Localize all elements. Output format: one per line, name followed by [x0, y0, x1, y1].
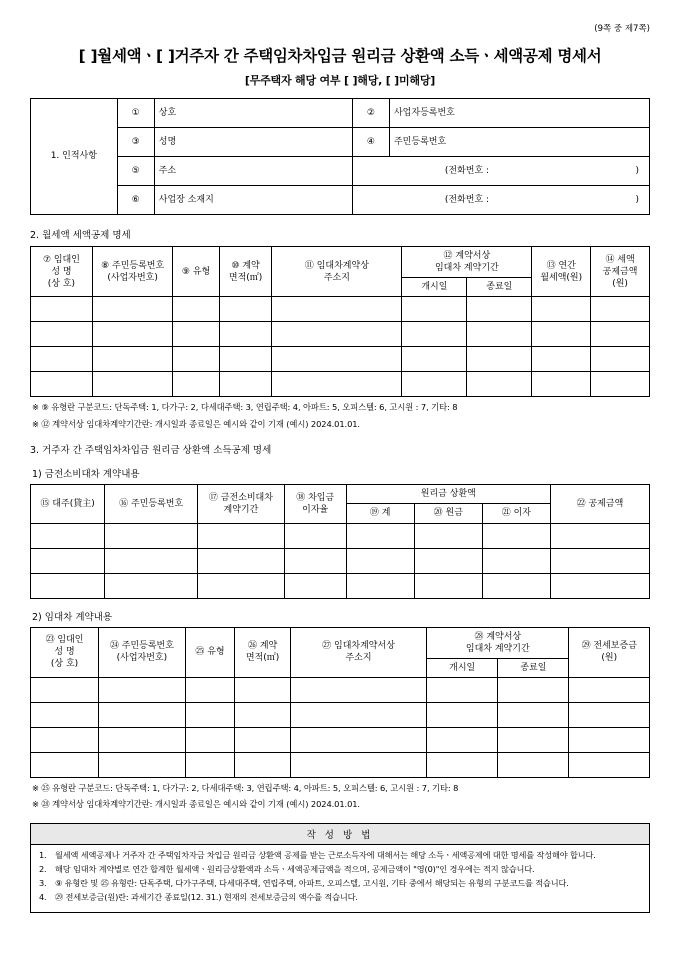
table-cell[interactable]	[284, 523, 346, 548]
section1-table	[30, 98, 650, 215]
field-num-6: ⑥	[117, 186, 154, 215]
table-cell[interactable]	[219, 322, 272, 347]
table-cell[interactable]	[346, 523, 414, 548]
header-contract-area: ⑩ 계약 면적(㎡)	[219, 247, 272, 297]
header-housing-type: ⑨ 유형	[173, 247, 219, 297]
table-cell[interactable]	[219, 347, 272, 372]
howto-item-number: 3.	[39, 877, 47, 888]
table-cell[interactable]	[402, 322, 467, 347]
header-lender-resident-no: ⑯ 주민등록번호	[105, 485, 198, 523]
table-cell[interactable]	[290, 678, 426, 703]
section3-sub1-body	[31, 523, 650, 598]
table-cell[interactable]	[550, 573, 649, 598]
page-indicator: (9쪽 중 제7쪽)	[594, 24, 650, 34]
table-cell[interactable]	[427, 678, 498, 703]
table-cell[interactable]	[591, 322, 650, 347]
header-contract-address-2: ㉗ 임대차계약서상 주소지	[290, 627, 426, 677]
table-cell[interactable]	[414, 548, 482, 573]
howto-title: 작 성 방 법	[31, 824, 649, 845]
header-lessor-name-2: ㉓ 임대인 성 명 (상 호)	[31, 627, 99, 677]
header-housing-type-2: ㉕ 유형	[185, 627, 235, 677]
table-row[interactable]	[31, 548, 650, 573]
table-cell[interactable]	[550, 548, 649, 573]
section3-sub2-heading: 2) 임대차 계약내용	[32, 611, 113, 623]
field-workplace-phone	[352, 186, 649, 215]
table-row[interactable]	[31, 322, 650, 347]
table-cell[interactable]	[284, 548, 346, 573]
table-cell[interactable]	[498, 753, 569, 778]
section3-heading: 3. 거주자 간 주택임차차입금 원리금 상환액 소득공제 명세	[30, 445, 272, 457]
table-cell[interactable]	[92, 347, 172, 372]
howto-item-text: 해당 임대차 계약별로 연간 합계한 월세액ㆍ원리금상환액과 소득ㆍ세액공제금액을 적으며, 공제금액이 "영(0)"인 경우에는 적지 않습니다.	[55, 863, 535, 874]
table-cell[interactable]	[99, 703, 186, 728]
header-contract-period: ⑫ 계약서상 임대차 계약기간	[402, 247, 532, 278]
table-cell[interactable]	[346, 573, 414, 598]
table-cell[interactable]	[284, 573, 346, 598]
field-label-business-reg-no: 사업자등록번호	[389, 99, 649, 128]
table-cell[interactable]	[482, 573, 550, 598]
table-cell[interactable]	[105, 548, 198, 573]
table-cell[interactable]	[198, 523, 285, 548]
table-row[interactable]	[31, 728, 650, 753]
table-cell[interactable]	[173, 297, 219, 322]
section3-sub1-table	[30, 484, 650, 598]
table-cell[interactable]	[290, 703, 426, 728]
table-row[interactable]	[31, 573, 650, 598]
section2-table	[30, 246, 650, 397]
field-num-3: ③	[117, 128, 154, 157]
howto-body	[31, 845, 649, 913]
table-cell[interactable]	[31, 753, 99, 778]
table-cell[interactable]	[402, 347, 467, 372]
header-lender: ⑮ 대주(貸主)	[31, 485, 105, 523]
header-lessor-name: ⑦ 임대인 성 명 (상 호)	[31, 247, 93, 297]
table-cell[interactable]	[185, 703, 235, 728]
table-cell[interactable]	[185, 753, 235, 778]
howto-section	[30, 823, 650, 914]
table-cell[interactable]	[467, 297, 532, 322]
section2-body	[31, 297, 650, 397]
table-cell[interactable]	[272, 297, 402, 322]
table-cell[interactable]	[31, 372, 93, 397]
howto-item-number: 1.	[39, 849, 47, 860]
table-cell[interactable]	[414, 573, 482, 598]
table-cell[interactable]	[235, 753, 291, 778]
page-subtitle: [무주택자 해당 여부 [ ]해당, [ ]미해당]	[244, 74, 436, 87]
field-num-4: ④	[352, 128, 389, 157]
section2-note-1: ※ ⑨ 유형란 구분코드: 단독주택: 1, 다가구: 2, 다세대주택: 3, 연립주택: 4, 아파트: 5, 오피스텔: 6, 고시원 : 7, 기타: 8	[32, 402, 458, 413]
table-cell[interactable]	[185, 728, 235, 753]
howto-item-number: 2.	[39, 863, 47, 874]
table-cell[interactable]	[591, 347, 650, 372]
table-cell[interactable]	[498, 678, 569, 703]
table-cell[interactable]	[99, 753, 186, 778]
field-label-workplace: 사업장 소재지	[154, 186, 352, 215]
table-cell[interactable]	[173, 372, 219, 397]
table-cell[interactable]	[498, 728, 569, 753]
table-cell[interactable]	[31, 322, 93, 347]
table-row[interactable]	[31, 678, 650, 703]
table-cell[interactable]	[235, 728, 291, 753]
field-address-phone	[352, 157, 649, 186]
table-cell[interactable]	[550, 523, 649, 548]
table-cell[interactable]	[482, 548, 550, 573]
header-repay-principal: ⑳ 원금	[414, 504, 482, 523]
header-period-start-2: 개시일	[427, 658, 498, 677]
table-cell[interactable]	[402, 297, 467, 322]
table-cell[interactable]	[198, 548, 285, 573]
table-row[interactable]	[31, 703, 650, 728]
header-contract-address: ⑪ 임대차계약상 주소지	[272, 247, 402, 297]
table-cell[interactable]	[272, 347, 402, 372]
table-row[interactable]	[31, 347, 650, 372]
howto-item	[39, 864, 641, 876]
table-cell[interactable]	[31, 523, 105, 548]
table-cell[interactable]	[482, 523, 550, 548]
table-cell[interactable]	[290, 753, 426, 778]
howto-item-number: 4.	[39, 891, 47, 902]
header-loan-period: ⑰ 금전소비대차 계약기간	[198, 485, 285, 523]
section2-heading: 2. 월세액 세액공제 명세	[30, 230, 131, 241]
table-cell[interactable]	[569, 728, 650, 753]
header-tax-deduction: ⑭ 세액 공제금액 (원)	[591, 247, 650, 297]
howto-item	[39, 878, 641, 890]
table-cell[interactable]	[31, 728, 99, 753]
header-resident-no-2: ㉔ 주민등록번호 (사업자번호)	[99, 627, 186, 677]
section3-sub2-table	[30, 627, 650, 778]
header-interest-rate: ⑱ 차입금 이자율	[284, 485, 346, 523]
field-label-address: 주소	[154, 157, 352, 186]
header-repay-interest: ㉑ 이자	[482, 504, 550, 523]
page-title: [ ]월세액ㆍ[ ]거주자 간 주택임차차입금 원리금 상환액 소득ㆍ세액공제 명세서	[78, 47, 602, 65]
table-cell[interactable]	[31, 573, 105, 598]
table-cell[interactable]	[532, 372, 591, 397]
table-cell[interactable]	[272, 372, 402, 397]
field-label-resident-reg-no: 주민등록번호	[389, 128, 649, 157]
howto-item-text: 월세액 세액공제나 거주자 간 주택임차자금 차입금 원리금 상환액 공제를 받는 근로소득자에 대해서는 해당 소득ㆍ세액공제에 대한 명세를 작성해야 합니다.	[55, 849, 596, 860]
table-cell[interactable]	[173, 347, 219, 372]
section3-note-2: ※ ㉘ 계약서상 임대차계약기간란: 개시일과 종료일은 예시와 같이 기재 (예시) 2024.01.01.	[32, 799, 360, 810]
table-cell[interactable]	[569, 753, 650, 778]
header-annual-rent: ⑬ 연간 월세액(원)	[532, 247, 591, 297]
header-repay-total: ⑲ 계	[346, 504, 414, 523]
field-num-2: ②	[352, 99, 389, 128]
header-jeonse-deposit: ㉙ 전세보증금 (원)	[569, 627, 650, 677]
table-cell[interactable]	[427, 703, 498, 728]
howto-item-text: ㉙ 전세보증금(원)란: 과세기간 종료일(12. 31.) 현재의 전세보증금의 액수를 적습니다.	[55, 891, 358, 902]
table-cell[interactable]	[346, 548, 414, 573]
table-cell[interactable]	[31, 548, 105, 573]
table-cell[interactable]	[402, 372, 467, 397]
table-cell[interactable]	[105, 523, 198, 548]
table-cell[interactable]	[467, 372, 532, 397]
header-repayment-group: 원리금 상환액	[346, 485, 550, 504]
section3-sub1-heading: 1) 금전소비대차 계약내용	[32, 469, 140, 481]
field-label-name: 성명	[154, 128, 352, 157]
table-cell[interactable]	[99, 678, 186, 703]
table-cell[interactable]	[92, 372, 172, 397]
table-row[interactable]	[31, 753, 650, 778]
table-cell[interactable]	[235, 703, 291, 728]
table-cell[interactable]	[219, 372, 272, 397]
table-row[interactable]	[31, 523, 650, 548]
table-cell[interactable]	[467, 322, 532, 347]
header-period-end-2: 종료일	[498, 658, 569, 677]
phone-close-workplace: )	[635, 194, 639, 205]
table-cell[interactable]	[31, 347, 93, 372]
table-cell[interactable]	[185, 678, 235, 703]
table-cell[interactable]	[235, 678, 291, 703]
header-deduction-amount: ㉒ 공제금액	[550, 485, 649, 523]
howto-item	[39, 892, 641, 904]
phone-label-address: (전화번호 :	[444, 165, 490, 176]
table-cell[interactable]	[198, 573, 285, 598]
table-cell[interactable]	[591, 297, 650, 322]
section3-note-1: ※ ㉕ 유형란 구분코드: 단독주택: 1, 다가구: 2, 다세대주택: 3, 연립주택: 4, 아파트: 5, 오피스텔: 6, 고시원 : 7, 기타: 8	[32, 783, 459, 793]
table-cell[interactable]	[414, 523, 482, 548]
table-cell[interactable]	[532, 322, 591, 347]
header-period-end: 종료일	[467, 278, 532, 297]
howto-item-text: ⑨ 유형란 및 ㉕ 유형란: 단독주택, 다가구주택, 다세대주택, 연립주택, 아파트, 오피스텔, 고시원, 기타 중에서 해당되는 유형의 구분코드를 적습니다.	[55, 877, 569, 888]
header-contract-period-2: ㉘ 계약서상 임대차 계약기간	[427, 627, 569, 658]
field-num-5: ⑤	[117, 157, 154, 186]
table-cell[interactable]	[591, 372, 650, 397]
table-row[interactable]	[31, 372, 650, 397]
field-num-1: ①	[117, 99, 154, 128]
field-label-company-name: 상호	[154, 99, 352, 128]
phone-label-workplace: (전화번호 :	[444, 194, 490, 205]
header-resident-no: ⑧ 주민등록번호 (사업자번호)	[92, 247, 172, 297]
header-contract-area-2: ㉖ 계약 면적(㎡)	[235, 627, 291, 677]
table-cell[interactable]	[290, 728, 426, 753]
table-cell[interactable]	[31, 297, 93, 322]
table-cell[interactable]	[31, 678, 99, 703]
table-cell[interactable]	[427, 753, 498, 778]
table-cell[interactable]	[92, 297, 172, 322]
phone-close-address: )	[635, 165, 639, 176]
table-cell[interactable]	[99, 728, 186, 753]
table-cell[interactable]	[498, 703, 569, 728]
table-cell[interactable]	[532, 297, 591, 322]
section2-note-2: ※ ⑫ 계약서상 임대차계약기간란: 개시일과 종료일은 예시와 같이 기재 (예시) 2024.01.01.	[32, 418, 360, 429]
table-row[interactable]	[31, 297, 650, 322]
table-cell[interactable]	[92, 322, 172, 347]
table-cell[interactable]	[219, 297, 272, 322]
howto-item	[39, 850, 641, 862]
table-cell[interactable]	[569, 703, 650, 728]
table-cell[interactable]	[427, 728, 498, 753]
table-cell[interactable]	[173, 322, 219, 347]
table-cell[interactable]	[569, 678, 650, 703]
table-cell[interactable]	[31, 703, 99, 728]
header-period-start: 개시일	[402, 278, 467, 297]
table-cell[interactable]	[467, 347, 532, 372]
table-cell[interactable]	[272, 322, 402, 347]
section1-label: 1. 인적사항	[31, 99, 118, 215]
section3-sub2-body	[31, 678, 650, 778]
table-cell[interactable]	[532, 347, 591, 372]
table-cell[interactable]	[105, 573, 198, 598]
